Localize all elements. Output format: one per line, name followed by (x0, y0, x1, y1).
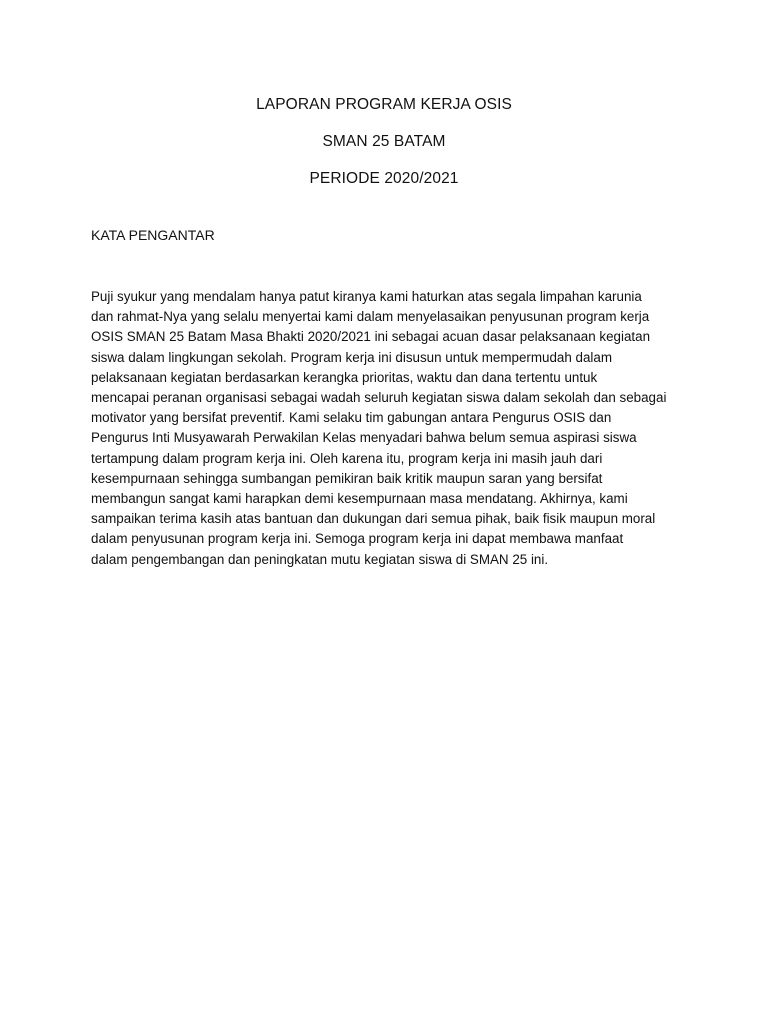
paragraph-line: dan rahmat-Nya yang selalu menyertai kami dalam menyelasaikan penyusunan program kerja (91, 309, 650, 325)
paragraph-line: siswa dalam lingkungan sekolah. Program kerja ini disusun untuk mempermudah dalam (91, 349, 613, 365)
section-heading: KATA PENGANTAR (91, 227, 215, 243)
paragraph-line: tertampung dalam program kerja ini. Oleh karena itu, program kerja ini masih jauh dari (91, 450, 603, 466)
paragraph-line: kesempurnaan sehingga sumbangan pemikiran baik kritik maupun saran yang bersifat (91, 470, 603, 486)
paragraph-line: membangun sangat kami harapkan demi kesempurnaan masa mendatang. Akhirnya, kami (91, 491, 628, 507)
paragraph-line: motivator yang bersifat preventif. Kami selaku tim gabungan antara Pengurus OSIS dan (91, 410, 612, 426)
paragraph-line: mencapai peranan organisasi sebagai wadah seluruh kegiatan siswa dalam sekolah dan sebagai (91, 390, 667, 406)
document-title: LAPORAN PROGRAM KERJA OSIS (256, 96, 512, 113)
paragraph-line: pelaksanaan kegiatan berdasarkan kerangka prioritas, waktu dan dana tertentu untuk (91, 369, 598, 385)
paragraph-line: Pengurus Inti Musyawarah Perwakilan Kelas menyadari bahwa belum semua aspirasi siswa (91, 430, 637, 446)
document-period: PERIODE 2020/2021 (309, 170, 459, 187)
body-paragraph (91, 287, 691, 570)
paragraph-line: Puji syukur yang mendalam hanya patut kiranya kami haturkan atas segala limpahan karunia (91, 289, 642, 304)
document-title-block (0, 95, 768, 206)
paragraph-line: sampaikan terima kasih atas bantuan dan dukungan dari semua pihak, baik fisik maupun moral (91, 511, 656, 527)
paragraph-line: dalam penyusunan program kerja ini. Semoga program kerja ini dapat membawa manfaat (91, 531, 624, 547)
paragraph-line: dalam pengembangan dan peningkatan mutu kegiatan siswa di SMAN 25 ini. (91, 551, 549, 567)
document-school-name: SMAN 25 BATAM (322, 133, 446, 150)
paragraph-line: OSIS SMAN 25 Batam Masa Bhakti 2020/2021 ini sebagai acuan dasar pelaksanaan kegiatan (91, 329, 651, 345)
